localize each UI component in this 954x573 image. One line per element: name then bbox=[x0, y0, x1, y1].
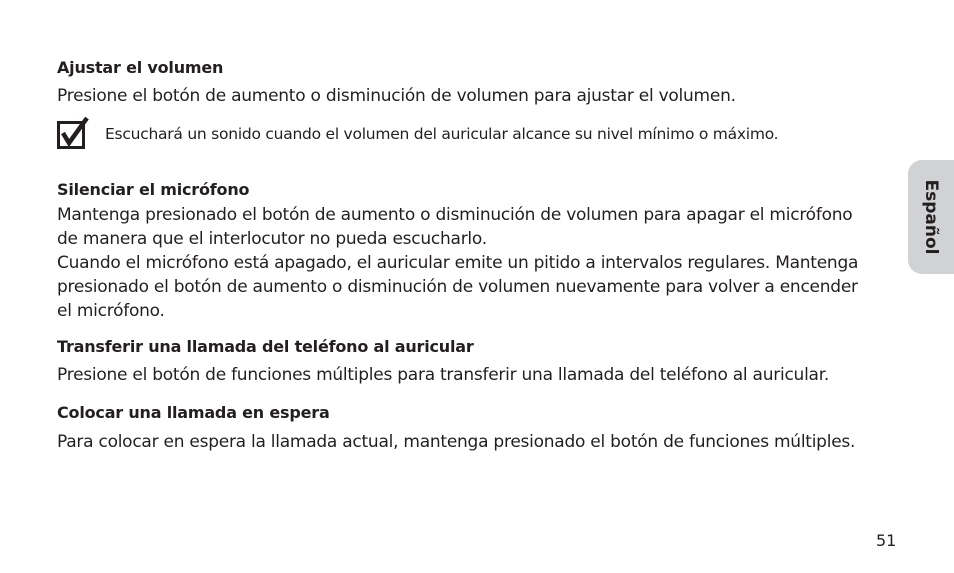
language-tab bbox=[908, 160, 954, 274]
section-body-transfer bbox=[57, 363, 867, 387]
body-line: Mantenga presionado el botón de aumento o disminución de volumen para apagar el micrófono bbox=[57, 205, 853, 225]
language-tab-label: Español bbox=[921, 179, 941, 255]
body-line: el micrófono. bbox=[57, 301, 165, 321]
body-line: Presione el botón de aumento o disminución de volumen para ajustar el volumen. bbox=[57, 86, 736, 106]
section-body-volume bbox=[57, 84, 867, 108]
section-heading-mute: Silenciar el micrófono bbox=[57, 180, 250, 199]
section-heading-transfer: Transferir una llamada del teléfono al auricular bbox=[57, 337, 474, 356]
note-text: Escuchará un sonido cuando el volumen del auricular alcance su nivel mínimo o máximo. bbox=[105, 125, 779, 143]
section-body-mute bbox=[57, 203, 867, 323]
body-line: presionado el botón de aumento o disminución de volumen nuevamente para volver a encender bbox=[57, 277, 858, 297]
page-number: 51 bbox=[876, 531, 897, 550]
body-line: Presione el botón de funciones múltiples para transferir una llamada del teléfono al auricular. bbox=[57, 365, 830, 385]
body-line: Para colocar en espera la llamada actual, mantenga presionado el botón de funciones múltiples. bbox=[57, 432, 856, 452]
section-body-hold bbox=[57, 430, 867, 454]
section-heading-hold: Colocar una llamada en espera bbox=[57, 403, 330, 422]
section-heading-volume: Ajustar el volumen bbox=[57, 58, 224, 77]
body-line: de manera que el interlocutor no pueda escucharlo. bbox=[57, 229, 487, 249]
checkbox-check-icon bbox=[57, 117, 89, 149]
body-line: Cuando el micrófono está apagado, el auricular emite un pitido a intervalos regulares. Mantenga bbox=[57, 253, 859, 273]
